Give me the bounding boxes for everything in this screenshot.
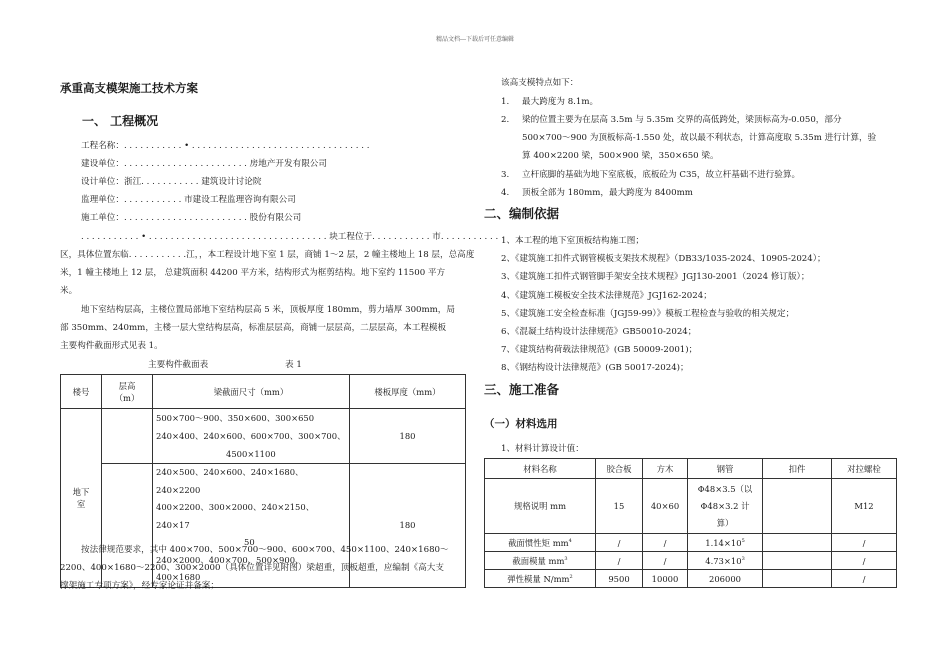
section-3-heading: 三、施工准备 (484, 382, 560, 397)
inertia-plywood: / (596, 534, 643, 552)
row-spec-label: 规格说明 mm (485, 479, 596, 534)
spec-steel-line: 算） (716, 517, 734, 528)
modulus-plywood: / (596, 552, 643, 570)
th-plywood: 胶合板 (596, 459, 643, 479)
spec-fastener (763, 479, 832, 534)
row-elastic-label: 弹性模量 $N/mm^2$ (485, 570, 596, 588)
spec-tie-bolt: M12 (832, 479, 897, 534)
elastic-fastener (763, 570, 832, 588)
th-floor-height: 层高 （m） (102, 375, 153, 409)
spec-steel-tube (688, 479, 763, 534)
th-beam-section: 梁截面尺寸（mm） (153, 375, 350, 409)
features-intro: 该高支模特点如下： (501, 78, 579, 88)
inertia-timber: / (643, 534, 688, 552)
para1-line: 区，具体位置东临. . . . . . . . . . .江，，本工程设计地下室 1 层，商铺 1～2 层，2 幢主楼地上 18 层，总高度 (60, 250, 475, 260)
basis-item: 8、《钢结构设计法律规范》(GB 50017-2024)； (501, 363, 689, 373)
row-modulus-label: 截面模量 $mm^3$ (485, 552, 596, 570)
subsection-heading: （一）材料选用 (484, 418, 558, 430)
info-contractor: 施工单位：. . . . . . . . . . . . . . . . . . . . . . . 股份有限公司 (81, 213, 302, 223)
feature-number: 1. (501, 97, 510, 107)
para1-line: 米。 (60, 286, 78, 296)
slab-thickness-cell: 180 (350, 409, 466, 464)
modulus-tie-bolt: / (832, 552, 897, 570)
para2-line: 部 350mm、240mm，主楼一层大堂结构层高，标准层层高，商铺一层层高，二层层高，本工程模板 (60, 323, 447, 333)
floor-height-cell (102, 409, 153, 464)
basis-item: 5、《建筑施工安全检查标准（JGJ59-99）》模板工程检查与验收的相关规定； (501, 309, 795, 319)
th-building: 楼号 (61, 375, 102, 409)
info-project-name: 工程名称：. . . . . . . . . . . • . . . . . . . . . . . . . . . . . . . . . . . . . . . . . . . . . (81, 141, 370, 151)
para2-line: 主要构件截面形式见表 1。 (60, 341, 163, 351)
material-intro: 1、材料计算设计值： (501, 444, 584, 454)
modulus-fastener (763, 552, 832, 570)
inertia-steel: $1.14\times 10^5$ (688, 534, 763, 552)
spec-timber: 40×60 (643, 479, 688, 534)
info-supervisor: 监理单位：. . . . . . . . . . . 市建设工程监理咨询有限公司 (81, 195, 296, 205)
feature-number: 3. (501, 170, 510, 180)
materials-table (484, 458, 897, 588)
th-fastener: 扣件 (763, 459, 832, 479)
para1-line: 米，1 幢主楼地上 12 层， 总建筑面积 44200 平方米，结构形式为框剪结构。地下室约 11500 平方 (60, 268, 446, 278)
basis-item: 6、《混凝土结构设计法律规范》GB50010-2024； (501, 327, 697, 337)
row-label-basement: 地下 室 (61, 409, 102, 588)
feature-text: 立杆底脚的基础为地下室底板，底板砼为 C35，故立杆基础不进行验算。 (522, 170, 801, 180)
beam-sections-cell: 500×700～900、350×600、300×650 240×400、240×600、600×700、300×700、 4500×1100 (153, 409, 350, 464)
basis-item: 3、《建筑施工扣件式钢管脚手架安全技术规程》JGJ130-2001（2024 修订版）； (501, 272, 810, 282)
info-designer: 设计单位：浙江. . . . . . . . . . . 建筑设计讨论院 (81, 177, 262, 187)
inertia-fastener (763, 534, 832, 552)
section-1-heading: 一、 工程概况 (82, 114, 159, 128)
table-caption: 主要构件截面表 (148, 360, 209, 370)
modulus-steel: $4.73\times 10^3$ (688, 552, 763, 570)
elastic-tie-bolt: / (832, 570, 897, 588)
feature-text: 顶板全部为 180mm，最大跨度为 8400mm (522, 188, 693, 198)
feature-text: 算 400×2200 梁，500×900 梁，350×650 梁。 (522, 151, 719, 161)
beam-sections-cell: 240×500、240×600、240×1680、240×2200 400×2200、300×2000、240×2150、240×17 50 240×2000、400×700、500×900、400×1680 (153, 464, 350, 588)
section-2-heading: 二、编制依据 (484, 206, 560, 221)
inertia-tie-bolt: / (832, 534, 897, 552)
info-developer: 建设单位：. . . . . . . . . . . . . . . . . . . . . . . 房地产开发有限公司 (81, 159, 327, 169)
para1-line: . . . . . . . . . . . • . . . . . . . . . . . . . . . . . . . . . . . . . . . . . . . . . 块工程位于. . . . . . . . . . . 市. . . . . . . . . . . (81, 232, 499, 242)
th-tie-bolt: 对拉螺栓 (832, 459, 897, 479)
feature-text: 500×700～900 为顶板标高-1.550 处，故以最不利状态，计算高度取 5.35m 进行计算，验 (522, 133, 877, 143)
feature-text: 梁的位置主要为在层高 3.5m 与 5.35m 交界的高低跨处，梁顶标高为-0.050，部分 (522, 115, 842, 125)
basis-item: 4、《建筑施工模板安全技术法律规范》JGJ162-2024； (501, 291, 712, 301)
th-material-name: 材料名称 (485, 459, 596, 479)
feature-text: 最大跨度为 8.1m。 (522, 97, 599, 107)
th-timber: 方木 (643, 459, 688, 479)
table-number: 表 1 (285, 360, 302, 370)
elastic-timber: 10000 (643, 570, 688, 588)
basis-item: 2、《建筑施工扣件式钢管模板支架技术规程》（DB33/1035-2024、10905-2024）； (501, 254, 826, 264)
spec-steel-line: Φ48×3.5（以 (697, 483, 753, 494)
para3-line: 按法律规范要求，其中 400×700、500×700～900、600×700、450×1100、240×1680～ (81, 545, 449, 555)
para3-line: 2200、400×1680～2200、300×2000（具体位置详见附图）梁超重，顶板超重，应编制《高大支 (60, 563, 444, 573)
basis-item: 7、《建筑结构荷载法律规范》(GB 50009-2001)； (501, 345, 698, 355)
slab-thickness-cell: 180 (350, 464, 466, 588)
modulus-timber: / (643, 552, 688, 570)
para2-line: 地下室结构层高，主楼位置局部地下室结构层高 5 米，顶板厚度 180mm，剪力墙厚 300mm，局 (81, 305, 455, 315)
doc-title: 承重高支模架施工技术方案 (60, 81, 198, 95)
page-header: 精品文档---下载后可任意编辑 (435, 36, 515, 43)
th-slab-thickness: 楼板厚度（mm） (350, 375, 466, 409)
feature-number: 4. (501, 188, 510, 198)
spec-plywood: 15 (596, 479, 643, 534)
basis-item: 1、本工程的地下室顶板结构施工图； (501, 236, 644, 246)
row-inertia-label: 截面惯性矩 $mm^4$ (485, 534, 596, 552)
spec-steel-line: Φ48×3.2 计 (700, 500, 750, 511)
elastic-steel: 206000 (688, 570, 763, 588)
feature-number: 2. (501, 115, 510, 125)
th-steel-tube: 钢管 (688, 459, 763, 479)
elastic-plywood: 9500 (596, 570, 643, 588)
para3-line: 撑架施工专项方案》，经专家论证并备案； (60, 581, 219, 591)
